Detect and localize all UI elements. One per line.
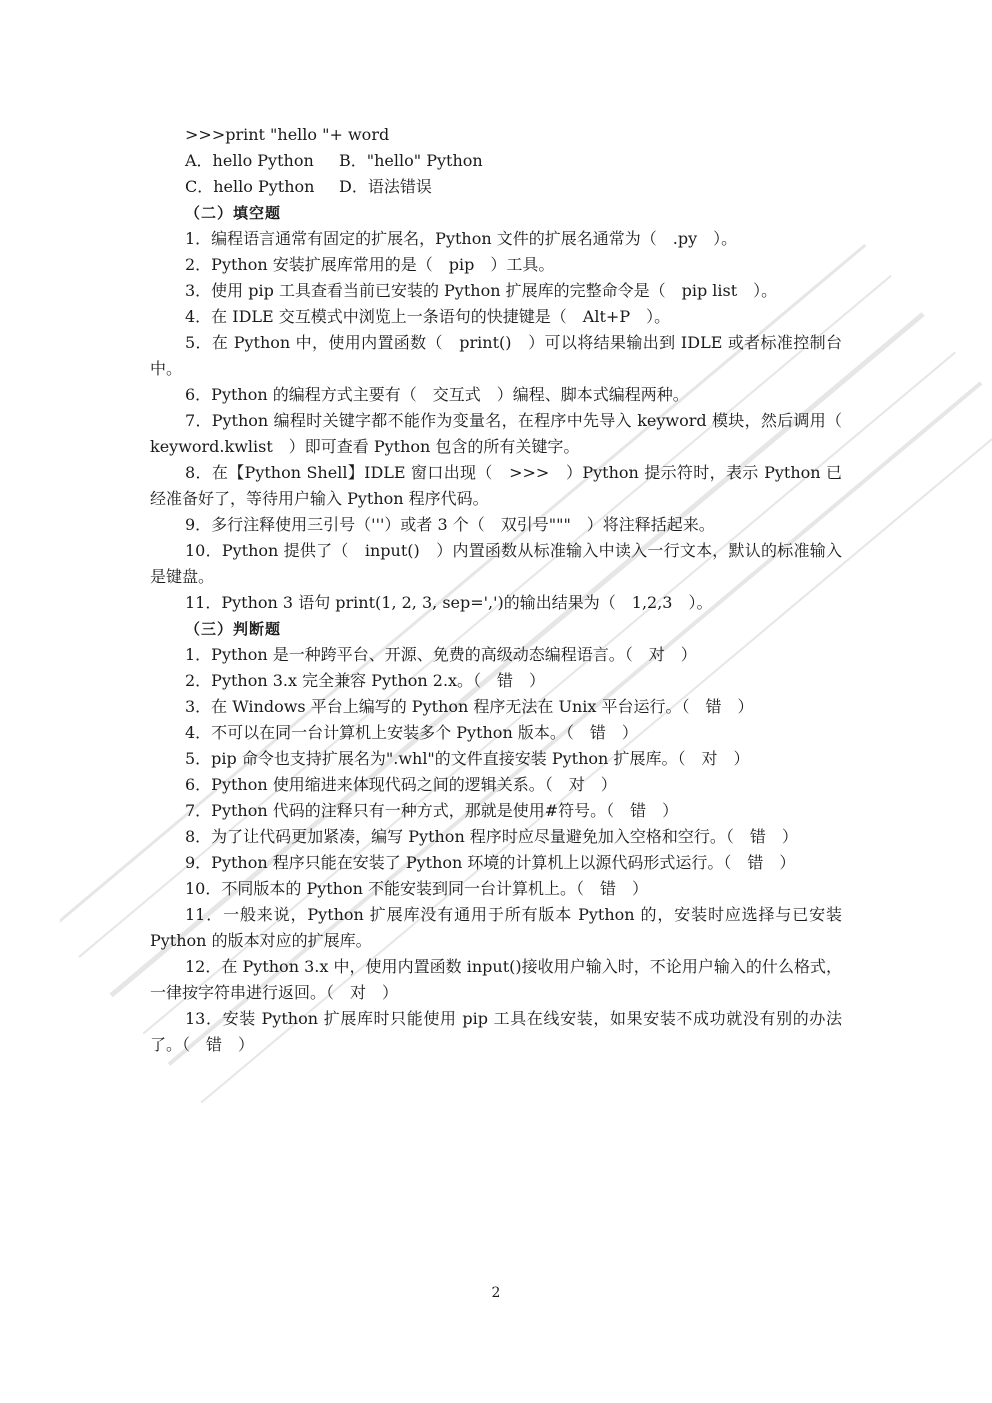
option-c: C．hello Python: [185, 177, 315, 196]
page-number: 2: [491, 1285, 501, 1301]
option-d: D．语法错误: [339, 177, 432, 196]
fill-blank-question: 1．编程语言通常有固定的扩展名，Python 文件的扩展名通常为（ .py ）。: [185, 229, 738, 248]
true-false-question: 6．Python 使用缩进来体现代码之间的逻辑关系。（ 对 ）: [185, 775, 617, 794]
fill-blank-question: 9．多行注释使用三引号（'''）或者 3 个（ 双引号""" ）将注释括起来。: [185, 515, 715, 534]
option-row: [150, 174, 842, 200]
true-false-question: 1．Python 是一种跨平台、开源、免费的高级动态编程语言。（ 对 ）: [185, 645, 697, 664]
true-false-question: 2．Python 3.x 完全兼容 Python 2.x。（ 错 ）: [185, 671, 546, 690]
true-false-question: 8．为了让代码更加紧凑，编写 Python 程序时应尽量避免加入空格和空行。（ 错 ）: [185, 827, 798, 846]
true-false-question: 3．在 Windows 平台上编写的 Python 程序无法在 Unix 平台运行。（ 错 ）: [185, 697, 754, 716]
true-false-question: 7．Python 代码的注释只有一种方式，那就是使用#符号。（ 错 ）: [185, 801, 679, 820]
fill-blank-question: 2．Python 安装扩展库常用的是（ pip ）工具。: [185, 255, 555, 274]
section-heading-true-false: （三）判断题: [185, 620, 282, 638]
fill-blank-question: 5．在 Python 中，使用内置函数（ print() ）可以将结果输出到 IDLE 或者标准控制台中。: [150, 333, 842, 378]
fill-blank-question: 3．使用 pip 工具查看当前已安装的 Python 扩展库的完整命令是（ pip list ）。: [185, 281, 778, 300]
true-false-question: 13．安装 Python 扩展库时只能使用 pip 工具在线安装，如果安装不成功就没有别的办法了。（ 错 ）: [150, 1009, 842, 1054]
page-content: [150, 122, 859, 1058]
fill-blank-question: 6．Python 的编程方式主要有（ 交互式 ）编程、脚本式编程两种。: [185, 385, 689, 404]
fill-blank-question: 8．在【Python Shell】IDLE 窗口出现（ >>> ）Python 提示符时，表示 Python 已经准备好了，等待用户输入 Python 程序代码。: [150, 463, 842, 508]
fill-blank-question: 7．Python 编程时关键字都不能作为变量名，在程序中先导入 keyword 模块，然后调用（ keyword.kwlist ）即可查看 Python 包含的所有关键字。: [150, 411, 859, 456]
option-row: [150, 148, 842, 174]
true-false-question: 12．在 Python 3.x 中，使用内置函数 input()接收用户输入时，不论用户输入的什么格式，一律按字符串进行返回。（ 对 ）: [150, 957, 842, 1002]
true-false-question: 9．Python 程序只能在安装了 Python 环境的计算机上以源代码形式运行。（ 错 ）: [185, 853, 796, 872]
true-false-question: 4．不可以在同一台计算机上安装多个 Python 版本。（ 错 ）: [185, 723, 638, 742]
fill-blank-question: 10．Python 提供了（ input() ）内置函数从标准输入中读入一行文本，默认的标准输入是键盘。: [150, 541, 842, 586]
true-false-question: 5．pip 命令也支持扩展名为".whl"的文件直接安装 Python 扩展库。（ 对 ）: [185, 749, 750, 768]
option-b: B．"hello" Python: [339, 151, 483, 170]
true-false-question: 11．一般来说，Python 扩展库没有通用于所有版本 Python 的，安装时应选择与已安装 Python 的版本对应的扩展库。: [150, 905, 842, 950]
fill-blank-question: 11．Python 3 语句 print(1, 2, 3, sep=',')的输出结果为（ 1,2,3 ）。: [185, 593, 713, 612]
fill-blank-question: 4．在 IDLE 交互模式中浏览上一条语句的快捷键是（ Alt+P ）。: [185, 307, 671, 326]
true-false-question: 10．不同版本的 Python 不能安装到同一台计算机上。（ 错 ）: [185, 879, 649, 898]
section-heading-fill-blank: （二）填空题: [185, 204, 282, 222]
code-line: >>>print "hello "+ word: [185, 125, 390, 144]
option-a: A．hello Python: [185, 151, 314, 170]
